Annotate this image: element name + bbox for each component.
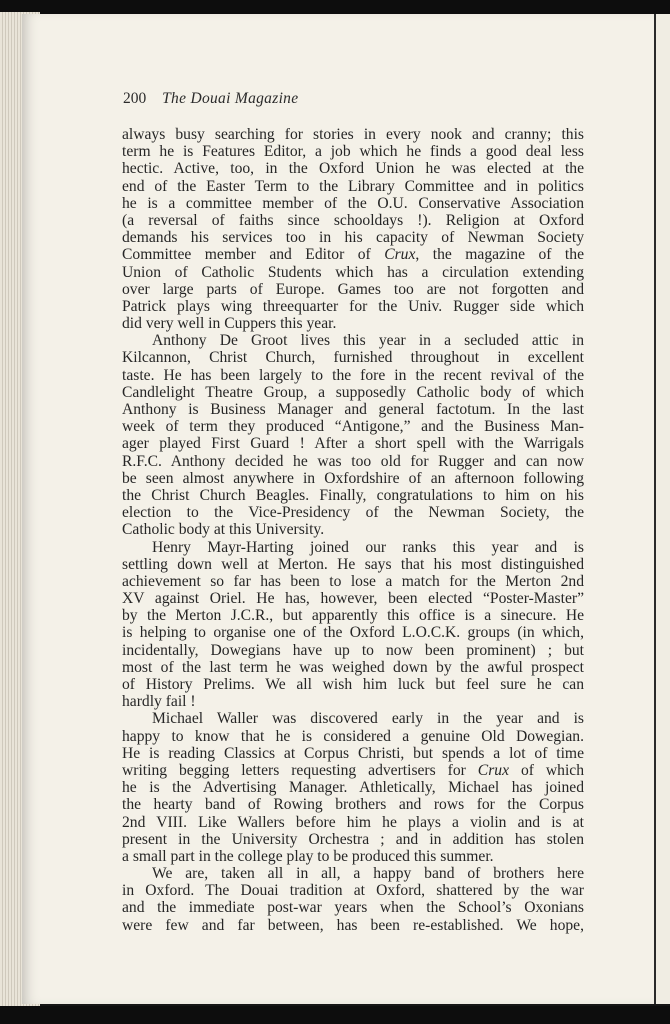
text-line: he is a committee member of the O.U. Conservative Association bbox=[122, 194, 584, 212]
text-line: achievement so far has been to lose a match for the Merton 2nd bbox=[122, 572, 584, 590]
text-line: over large parts of Europe. Games too are not forgotten and bbox=[122, 280, 584, 298]
text-line: hardly fail ! bbox=[122, 693, 196, 711]
text-line: Catholic body at this University. bbox=[122, 521, 325, 539]
text-line: of History Prelims. We all wish him luck but feel sure he can bbox=[122, 676, 584, 693]
text-line: a small part in the college play to be produced this summer. bbox=[122, 847, 494, 865]
text-line: the hearty band of Rowing brothers and rows for the Corpus bbox=[122, 796, 584, 814]
body-text bbox=[122, 126, 584, 934]
text-line: 2nd VIII. Like Wallers before him he plays a violin and is at bbox=[122, 813, 584, 831]
text-line: settling down well at Merton. He says that his most distinguished bbox=[122, 555, 584, 573]
scan-top-border bbox=[0, 0, 670, 14]
text-line: happy to know that he is considered a genuine Old Dowegian. bbox=[122, 727, 584, 745]
text-line: most of the last term he was weighed down by the awful prospect bbox=[122, 658, 584, 676]
text-line: (a reversal of faiths since schooldays !). Religion at Oxford bbox=[122, 211, 584, 229]
text-line: writing begging letters requesting advertisers for Crux of which bbox=[122, 761, 584, 779]
magazine-title: The Douai Magazine bbox=[162, 90, 299, 107]
text-line: taste. He has been largely to the fore in the recent revival of the bbox=[122, 366, 584, 384]
text-line: the Christ Church Beagles. Finally, congratulations to him on his bbox=[122, 486, 584, 504]
text-line: XV against Oriel. He has, however, been elected “Poster-Master” bbox=[122, 590, 584, 608]
text-line: week of term they produced “Antigone,” and the Business Man- bbox=[122, 418, 584, 436]
text-line: in Oxford. The Douai tradition at Oxford, shattered by the war bbox=[122, 882, 584, 900]
text-line: he is the Advertising Manager. Athletically, Michael has joined bbox=[122, 779, 584, 797]
text-line: hectic. Active, too, in the Oxford Union he was elected at the bbox=[122, 160, 584, 178]
text-line: end of the Easter Term to the Library Committee and in politics bbox=[122, 177, 584, 195]
text-line: did very well in Cuppers this year. bbox=[122, 315, 337, 333]
text-line: is helping to organise one of the Oxford L.O.C.K. groups (in which, bbox=[122, 624, 584, 642]
text-line: Henry Mayr-Harting joined our ranks this year and is bbox=[152, 538, 584, 556]
text-line: R.F.C. Anthony decided he was too old for Rugger and can now bbox=[122, 452, 584, 470]
scan-bottom-border bbox=[0, 1006, 670, 1024]
running-head bbox=[123, 90, 298, 108]
text-line: Anthony De Groot lives this year in a secluded attic in bbox=[152, 332, 584, 350]
text-line: and the immediate post-war years when the School’s Oxonians bbox=[122, 899, 584, 917]
facing-page-edge bbox=[654, 14, 670, 1004]
text-line: Candlelight Theatre Group, a supposedly Catholic body of which bbox=[122, 383, 584, 401]
text-line: incidentally, Dowegians have up to now been prominent) ; but bbox=[122, 641, 584, 659]
text-line: Michael Waller was discovered early in the year and is bbox=[152, 710, 584, 728]
text-line: be seen almost anywhere in Oxfordshire of an afternoon following bbox=[122, 469, 584, 487]
text-line: He is reading Classics at Corpus Christi, but spends a lot of time bbox=[122, 744, 584, 762]
text-line: by the Merton J.C.R., but apparently this office is a sinecure. He bbox=[122, 607, 584, 625]
text-line: always busy searching for stories in every nook and cranny; this bbox=[122, 126, 584, 143]
text-line: Anthony is Business Manager and general factotum. In the last bbox=[122, 401, 584, 418]
text-line: We are, taken all in all, a happy band of brothers here bbox=[152, 865, 584, 883]
text-line: were few and far between, has been re-established. We hope, bbox=[122, 916, 584, 934]
text-line: Committee member and Editor of Crux, the magazine of the bbox=[122, 246, 584, 264]
text-line: demands his services too in his capacity of Newman Society bbox=[122, 229, 584, 247]
text-line: Patrick plays wing threequarter for the Univ. Rugger side which bbox=[122, 297, 584, 315]
text-line: Union of Catholic Students which has a circulation extending bbox=[122, 263, 584, 281]
page-number: 200 bbox=[123, 90, 147, 107]
text-line: present in the University Orchestra ; and in addition has stolen bbox=[122, 830, 584, 848]
text-line: ager played First Guard ! After a short spell with the Warrigals bbox=[122, 435, 584, 453]
text-line: Kilcannon, Christ Church, furnished throughout in excellent bbox=[122, 349, 584, 367]
text-line: election to the Vice-Presidency of the Newman Society, the bbox=[122, 504, 584, 522]
text-line: term he is Features Editor, a job which he finds a good deal less bbox=[122, 143, 584, 161]
